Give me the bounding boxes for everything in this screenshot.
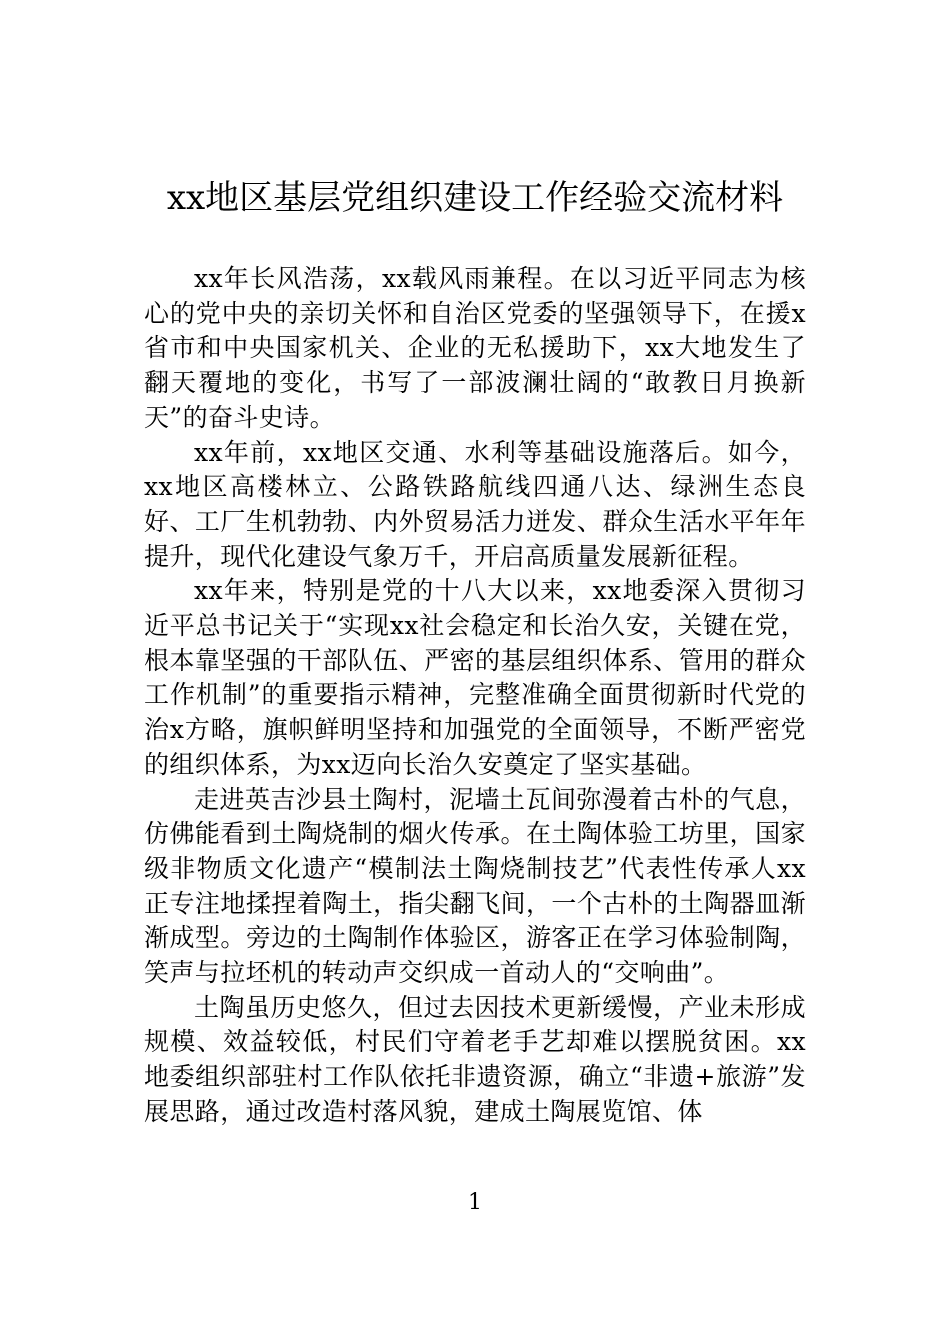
document-title: xx地区基层党组织建设工作经验交流材料 (166, 178, 784, 218)
paragraph: 土陶虽历史悠久，但过去因技术更新缓慢，产业未形成规模、效益较低，村民们守着老手艺却难以摆脱贫困。xx地委组织部驻村工作队依托非遗资源，确立“非遗+旅游”发展思路，通过改造村落风貌，建成土陶展览馆、体 (144, 992, 806, 1126)
paragraph: 走进英吉沙县土陶村，泥墙土瓦间弥漫着古朴的气息，仿佛能看到土陶烧制的烟火传承。在土陶体验工坊里，国家级非物质文化遗产“模制法土陶烧制技艺”代表性传承人xx正专注地揉捏着陶土，指尖翻飞间，一个古朴的土陶器皿渐渐成型。旁边的土陶制作体验区，游客正在学习体验制陶，笑声与拉坯机的转动声交织成一首动人的“交响曲”。 (144, 784, 806, 988)
page-number: 1 (468, 1190, 482, 1215)
paragraph: xx年来，特别是党的十八大以来，xx地委深入贯彻习近平总书记关于“实现xx社会稳定和长治久安，关键在党，根本靠坚强的干部队伍、严密的基层组织体系、管用的群众工作机制”的重要指示精神，完整准确全面贯彻新时代党的治x方略，旗帜鲜明坚持和加强党的全面领导，不断严密党的组织体系，为xx迈向长治久安奠定了坚实基础。 (144, 576, 806, 779)
document-body (144, 262, 806, 1130)
paragraph: xx年前，xx地区交通、水利等基础设施落后。如今，xx地区高楼林立、公路铁路航线四通八达、绿洲生态良好、工厂生机勃勃、内外贸易活力迸发、群众生活水平年年提升，现代化建设气象万千，开启高质量发展新征程。 (144, 437, 806, 571)
paragraph: xx年长风浩荡，xx载风雨兼程。在以习近平同志为核心的党中央的亲切关怀和自治区党委的坚强领导下，在援x省市和中央国家机关、企业的无私援助下，xx大地发生了翻天覆地的变化，书写了一部波澜壮阔的“敢教日月换新天”的奋斗史诗。 (144, 264, 806, 432)
